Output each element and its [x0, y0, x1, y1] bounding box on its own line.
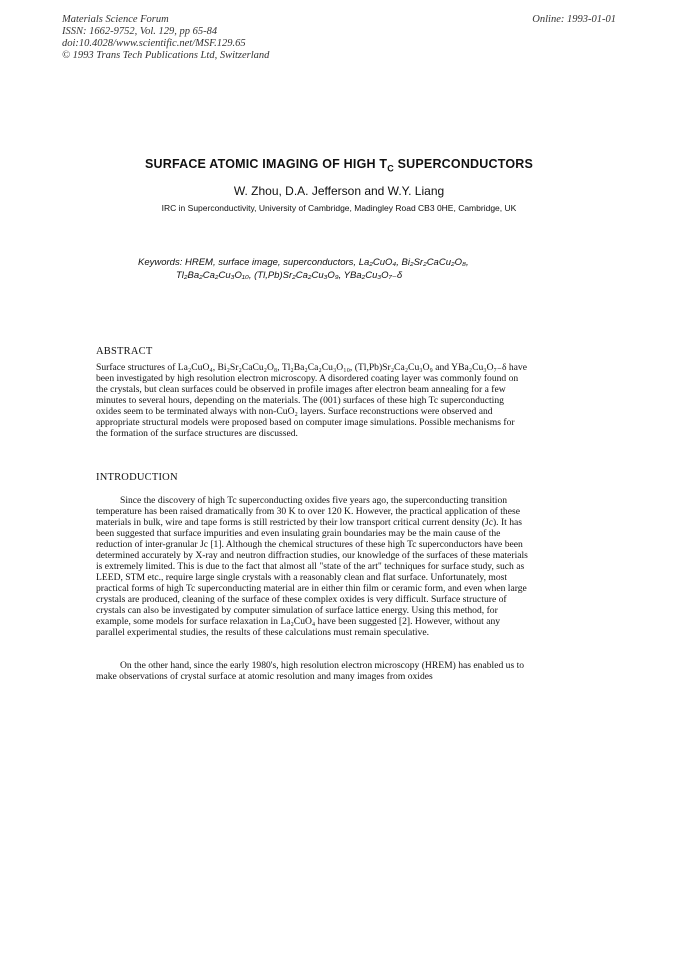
- introduction-heading: INTRODUCTION: [96, 472, 178, 483]
- affiliation: IRC in Superconductivity, University of Cambridge, Madingley Road CB3 0HE, Cambridge, UK: [161, 203, 517, 213]
- title-rest: SUPERCONDUCTORS: [393, 157, 534, 171]
- online-date: Online: 1993-01-01: [532, 14, 616, 25]
- paper-title: [0, 157, 678, 174]
- issn-line: ISSN: 1662-9752, Vol. 129, pp 65-84: [62, 26, 218, 37]
- copyright-line: © 1993 Trans Tech Publications Ltd, Switzerland: [62, 50, 270, 61]
- abstract-text: Surface structures of La₂CuO₄, Bi₂Sr₂CaCu₂O₈, Tl₂Ba₂Ca₂Cu₃O₁₀, (Tl,Pb)Sr₂Ca₂Cu₃O₉ and YBa₂Cu₃O₇₋δ have been investigated by high resolution electron microscopy. A disordered coating layer was commonly found on the crystals, but clean surfaces could be observed in profile images after electron beam annealing for a few minutes to several hours, depending on the materials. The (001) surfaces of these high Tc superconducting oxides seem to be terminated always with non-CuO₂ layers. Surface reconstructions were observed and appropriate structural models were proposed based on computer image simulations. Possible mechanisms for the formation of the surface structures are discussed.: [96, 362, 527, 439]
- title-main: SURFACE ATOMIC IMAGING OF HIGH T: [144, 157, 388, 171]
- journal-name: Materials Science Forum: [62, 14, 169, 25]
- keywords: [138, 256, 558, 282]
- journal-header: [62, 14, 269, 62]
- keywords-line-1: Keywords: HREM, surface image, superconductors, La₂CuO₄, Bi₂Sr₂CaCu₂O₈,: [138, 257, 469, 268]
- abstract-heading: ABSTRACT: [96, 346, 153, 357]
- introduction-paragraph-2: On the other hand, since the early 1980's, high resolution electron microscopy (HREM) has enabled us to make observations of crystal surface at atomic resolution and many images from oxides: [96, 660, 525, 682]
- title-subscript: C: [387, 163, 394, 174]
- doi-line: doi:10.4028/www.scientific.net/MSF.129.65: [62, 38, 246, 49]
- introduction-paragraph-1: Since the discovery of high Tc superconducting oxides five years ago, the superconducting transition temperature has been raised dramatically from 30 K to over 120 K. However, the practical application of these materials in bulk, wire and tape forms is still restricted by their low transport critical current density (Jc). It has been suggested that surface impurities and even insulating grain boundaries may be the main cause of the reduction of inter-granular Jc [1]. Although the chemical structures of these high Tc superconductors have been determined accurately by X-ray and neutron diffraction studies, our knowledge of the surfaces of these materials is extremely limited. This is due to the fact that almost all "state of the art" techniques for surface study, such as LEED, STM etc., require large single crystals with a reasonably clean and flat surface. Unfortunately, most practical forms of high Tc superconducting material are in either thin film or ceramic form, and even when large crystals are produced, cleaning of the surface of these complex oxides is very difficult. Surface structure of crystals can also be investigated by computer simulation of surface lattice energy. Using this method, for example, some models for surface relaxation in La₂CuO₄ have been suggested [2]. However, without any parallel experimental studies, the results of these calculations must remain speculative.: [96, 495, 528, 638]
- authors: W. Zhou, D.A. Jefferson and W.Y. Liang: [233, 184, 445, 198]
- keywords-line-2: Tl₂Ba₂Ca₂Cu₃O₁₀, (Tl,Pb)Sr₂Ca₂Cu₃O₉, YBa₂Cu₃O₇₋δ: [176, 270, 403, 281]
